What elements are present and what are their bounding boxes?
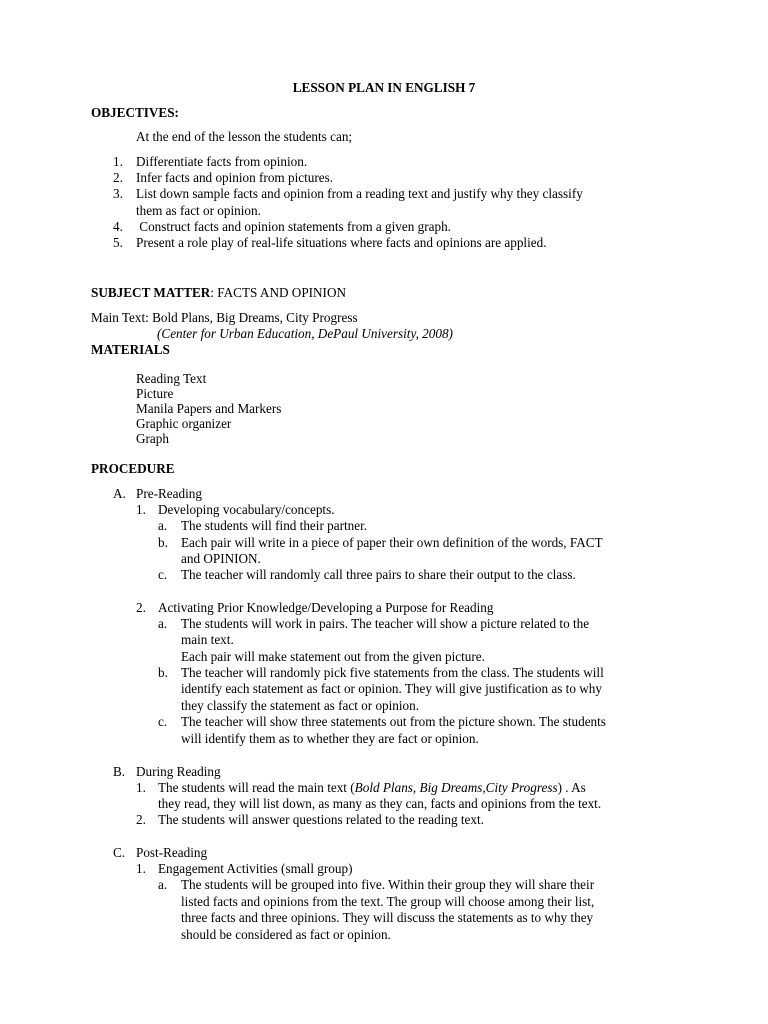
step-number: 2.	[136, 812, 146, 827]
step-text-part: The students will read the main text (	[158, 780, 355, 795]
section-letter: C.	[113, 845, 126, 860]
sub-text: Each pair will write in a piece of paper their own definition of the words, FACT	[181, 535, 603, 550]
objective-number: 3.	[113, 186, 123, 201]
step-text: The students will answer questions related to the reading text.	[158, 812, 484, 827]
main-text-citation: (Center for Urban Education, DePaul University, 2008)	[157, 326, 453, 341]
step-text-part: ) . As	[557, 780, 586, 795]
sub-text: The students will work in pairs. The teacher will show a picture related to the	[181, 616, 590, 631]
sub-letter: a.	[158, 518, 168, 533]
sub-text: The teacher will randomly pick five statements from the class. The students will	[181, 665, 604, 680]
sub-text: listed facts and opinions from the text. The group will choose among their list,	[181, 894, 595, 909]
sub-text: they classify the statement as fact or opinion.	[181, 698, 420, 713]
step-number: 1.	[136, 861, 146, 876]
section-letter: A.	[113, 486, 126, 501]
sub-text: The students will find their partner.	[181, 518, 368, 533]
sub-text: The students will be grouped into five. Within their group they will share their	[181, 877, 595, 892]
step-title: Developing vocabulary/concepts.	[158, 502, 335, 517]
objective-text: List down sample facts and opinion from a reading text and justify why they classify	[136, 186, 583, 201]
subject-matter-value: : FACTS AND OPINION	[210, 285, 347, 300]
step-number: 1.	[136, 502, 146, 517]
sub-text: The teacher will show three statements out from the picture shown. The students	[181, 714, 606, 729]
step-text	[158, 780, 586, 796]
material-item: Graph	[136, 431, 169, 446]
objective-text: them as fact or opinion.	[136, 203, 261, 218]
sub-text: and OPINION.	[181, 551, 261, 566]
objective-number: 4.	[113, 219, 123, 234]
objective-number: 1.	[113, 154, 123, 169]
sub-letter: c.	[158, 714, 168, 729]
sub-letter: b.	[158, 535, 168, 550]
subject-matter-line	[91, 285, 346, 301]
material-item: Manila Papers and Markers	[136, 401, 282, 416]
objectives-intro: At the end of the lesson the students can;	[136, 129, 353, 144]
sub-letter: c.	[158, 567, 168, 582]
sub-text: will identify them as to whether they are fact or opinion.	[181, 731, 479, 746]
objective-text: Construct facts and opinion statements from a given graph.	[136, 219, 451, 234]
step-title: Engagement Activities (small group)	[158, 861, 353, 876]
section-title: Post-Reading	[136, 845, 208, 860]
objectives-heading: OBJECTIVES:	[91, 105, 179, 120]
sub-text: main text.	[181, 632, 234, 647]
material-item: Picture	[136, 386, 174, 401]
sub-text: three facts and three opinions. They will discuss the statements as to why they	[181, 910, 594, 925]
sub-text: Each pair will make statement out from the given picture.	[181, 649, 485, 664]
procedure-heading: PROCEDURE	[91, 461, 175, 476]
sub-text: The teacher will randomly call three pairs to share their output to the class.	[181, 567, 576, 582]
main-text-title-italic: Bold Plans, Big Dreams,City Progress	[354, 780, 558, 795]
page-title: LESSON PLAN IN ENGLISH 7	[292, 80, 476, 95]
step-number: 1.	[136, 780, 146, 795]
materials-heading: MATERIALS	[91, 342, 170, 357]
objective-number: 2.	[113, 170, 123, 185]
main-text-line: Main Text: Bold Plans, Big Dreams, City Progress	[91, 310, 358, 325]
material-item: Reading Text	[136, 371, 207, 386]
sub-letter: a.	[158, 616, 168, 631]
objective-text: Present a role play of real-life situations where facts and opinions are applied.	[136, 235, 547, 250]
section-title: During Reading	[136, 764, 221, 779]
sub-text: should be considered as fact or opinion.	[181, 927, 391, 942]
material-item: Graphic organizer	[136, 416, 232, 431]
sub-text: identify each statement as fact or opinion. They will give justification as to why	[181, 681, 602, 696]
objective-text: Infer facts and opinion from pictures.	[136, 170, 334, 185]
objective-text: Differentiate facts from opinion.	[136, 154, 308, 169]
objective-number: 5.	[113, 235, 123, 250]
subject-matter-label: SUBJECT MATTER	[91, 285, 211, 300]
step-number: 2.	[136, 600, 146, 615]
step-text: they read, they will list down, as many as they can, facts and opinions from the text.	[158, 796, 602, 811]
section-title: Pre-Reading	[136, 486, 202, 501]
sub-letter: a.	[158, 877, 168, 892]
sub-letter: b.	[158, 665, 168, 680]
section-letter: B.	[113, 764, 126, 779]
step-title: Activating Prior Knowledge/Developing a Purpose for Reading	[158, 600, 494, 615]
